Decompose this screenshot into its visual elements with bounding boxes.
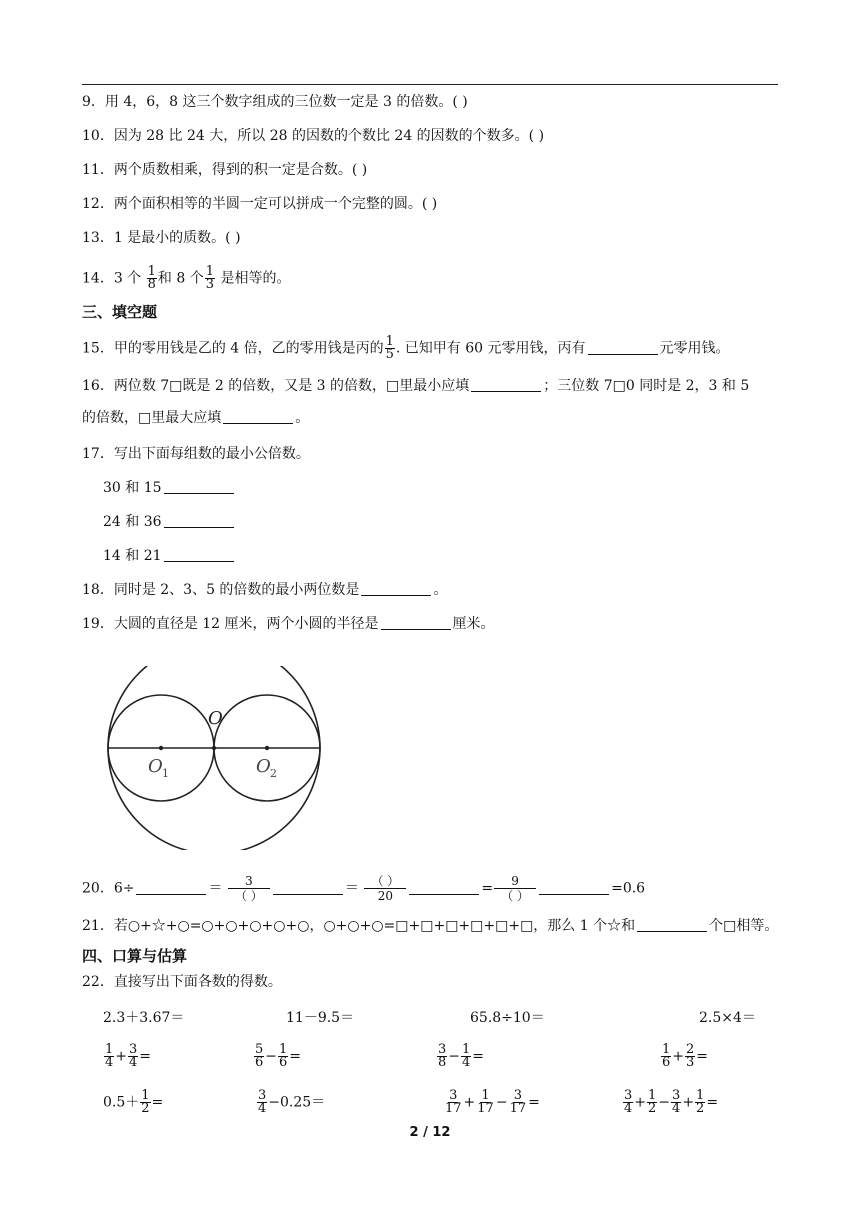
answer-blank[interactable]: [273, 880, 343, 895]
answer-blank[interactable]: [381, 615, 451, 630]
answer-blank[interactable]: [223, 409, 293, 424]
fraction: $\frac{( )}{20}$: [364, 874, 406, 903]
calc-item: $\frac{1}{4}$ + $\frac{3}{4}$ =: [105, 1042, 152, 1070]
answer-blank[interactable]: [409, 880, 479, 895]
question-14: 14．3 个 $\frac{1}{8}$ 和 8 个 $\frac{1}{3}$ 是相等的。: [82, 264, 291, 292]
answer-blank[interactable]: [471, 377, 541, 392]
circles-figure: [104, 666, 324, 850]
question-21: 21．若○+☆+○=○+○+○+○+○，○+○+○=□+□+□+□+□+□，那么 1 个☆和 个□相等。: [82, 918, 779, 934]
center-point-o2: [265, 746, 269, 750]
lcm-item: 30 和 15: [103, 478, 236, 498]
question-17: 17．写出下面每组数的最小公倍数。: [82, 446, 310, 462]
label-o: O: [208, 708, 223, 729]
answer-blank[interactable]: [588, 340, 658, 355]
question-15: 15．甲的零用钱是乙的 4 倍，乙的零用钱是丙的 $\frac{1}{5}$ . 已知甲有 60 元零用钱，丙有 元零用钱。: [82, 334, 730, 362]
lcm-item: 14 和 21: [103, 546, 236, 566]
calc-item: 2.3＋3.67＝: [103, 1010, 185, 1026]
fraction: $\frac{1}{5}$: [385, 334, 394, 362]
answer-blank[interactable]: [361, 581, 431, 596]
question-20: 20．6÷ ＝ $\frac{3}{( )}$ ＝ $\frac{( )}{20}$ = $\frac{9}{( )}$ =0.6: [82, 874, 646, 903]
label-o2: O: [256, 756, 271, 777]
header-rule: [82, 84, 778, 85]
calc-item: 65.8÷10＝: [470, 1010, 545, 1026]
calc-item: 2.5×4＝: [699, 1010, 756, 1026]
answer-blank[interactable]: [539, 880, 609, 895]
question-16-cont: 的倍数，□里最大应填 。: [82, 410, 310, 426]
fraction: $\frac{3}{( )}$: [228, 874, 270, 903]
label-o2-sub: 2: [270, 767, 277, 780]
big-circle: [108, 666, 320, 850]
section-heading-3: 三、填空题: [82, 303, 158, 321]
label-o1: O: [148, 756, 163, 777]
answer-blank[interactable]: [136, 880, 206, 895]
question-18: 18．同时是 2、3、5 的倍数的最小两位数是 。: [82, 582, 448, 598]
section-heading-4: 四、口算与估算: [82, 947, 188, 965]
lcm-item: 24 和 36: [103, 512, 236, 532]
center-point-o: [212, 746, 216, 750]
calc-item: $\frac{3}{17}$ + $\frac{1}{17}$ − $\frac{3}{17}$ =: [445, 1088, 540, 1116]
answer-blank[interactable]: [637, 917, 707, 932]
calc-item: $\frac{5}{6}$ − $\frac{1}{6}$ =: [255, 1042, 302, 1070]
answer-blank[interactable]: [164, 479, 234, 494]
question-11: 11．两个质数相乘，得到的积一定是合数。( ): [82, 162, 368, 178]
calc-item: 11－9.5＝: [286, 1010, 355, 1026]
question-10: 10．因为 28 比 24 大，所以 28 的因数的个数比 24 的因数的个数多。( ): [82, 128, 545, 144]
question-22: 22．直接写出下面各数的得数。: [82, 974, 282, 990]
label-o1-sub: 1: [162, 767, 169, 780]
fraction: $\frac{9}{( )}$: [494, 874, 536, 903]
calc-item: $\frac{3}{4}$ −0.25＝: [258, 1088, 326, 1116]
calc-item: 0.5＋ $\frac{1}{2}$ =: [103, 1088, 164, 1116]
page-number: 2 / 12: [409, 1125, 451, 1140]
calc-item: $\frac{3}{8}$ − $\frac{1}{4}$ =: [438, 1042, 485, 1070]
fraction: $\frac{1}{8}$: [147, 264, 156, 292]
center-point-o1: [159, 746, 163, 750]
question-12: 12．两个面积相等的半圆一定可以拼成一个完整的圆。( ): [82, 196, 438, 212]
calc-item: $\frac{1}{6}$ + $\frac{2}{3}$ =: [662, 1042, 709, 1070]
answer-blank[interactable]: [164, 547, 234, 562]
question-16: 16．两位数 7□既是 2 的倍数，又是 3 的倍数，□里最小应填 ；三位数 7□0 同时是 2，3 和 5: [82, 378, 750, 394]
calc-item: $\frac{3}{4}$ + $\frac{1}{2}$ − $\frac{3}{4}$ + $\frac{1}{2}$ =: [624, 1088, 719, 1116]
question-19: 19．大圆的直径是 12 厘米，两个小圆的半径是 厘米。: [82, 616, 495, 632]
question-13: 13．1 是最小的质数。( ): [82, 230, 241, 246]
fraction: $\frac{1}{3}$: [205, 264, 214, 292]
answer-blank[interactable]: [164, 513, 234, 528]
question-9: 9．用 4，6，8 这三个数字组成的三位数一定是 3 的倍数。( ): [82, 94, 468, 110]
